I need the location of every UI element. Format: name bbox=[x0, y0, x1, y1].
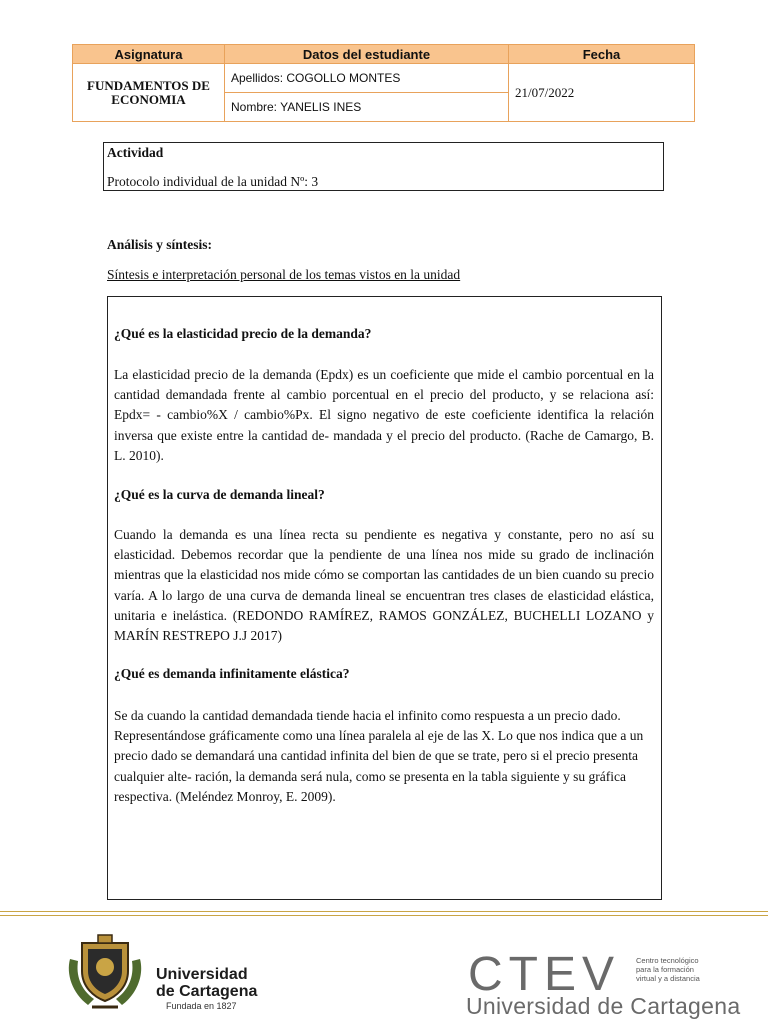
student-surnames: Apellidos: COGOLLO MONTES bbox=[225, 64, 509, 93]
university-founded: Fundada en 1827 bbox=[166, 1001, 237, 1011]
footer-divider bbox=[0, 911, 768, 912]
section-title: Análisis y síntesis: bbox=[107, 237, 213, 252]
header-table bbox=[72, 44, 695, 122]
activity-title: Actividad bbox=[107, 145, 164, 160]
header-date-label: Fecha bbox=[509, 45, 695, 64]
ctev-tagline: Centro tecnológico para la formación virtual y a distancia bbox=[636, 956, 700, 983]
section-subtitle: Síntesis e interpretación personal de los temas vistos en la unidad bbox=[107, 267, 461, 282]
paragraph-linear-demand: Cuando la demanda es una línea recta su pendiente es negativa y constante, pero no así su elasticidad. Debemos recordar que la pendiente de una línea nos mide su grado de inclinación mientras que la elasticidad nos mide cómo se comportan las cantidades de un bien cuando su precio varía. A lo largo de una curva de demanda lineal se encuentran tres clases de elasticidad elástica, unitaria e inelástica. (REDONDO RAMÍREZ, RAMOS GONZÁLEZ, BUCHELLI LOZANO y MARÍN RESTREPO J.J 2017) bbox=[114, 527, 654, 644]
activity-description: Protocolo individual de la unidad Nº: 3 bbox=[107, 174, 319, 189]
question-elasticity: ¿Qué es la elasticidad precio de la demanda? bbox=[114, 326, 372, 341]
ctev-logo bbox=[468, 952, 628, 994]
student-name: Nombre: YANELIS INES bbox=[225, 93, 509, 122]
university-crest-icon bbox=[62, 929, 148, 1013]
header-subject-label: Asignatura bbox=[73, 45, 225, 64]
submission-date: 21/07/2022 bbox=[509, 64, 695, 122]
ctev-logo-text: CTEV bbox=[468, 952, 621, 994]
question-infinite-elastic: ¿Qué es demanda infinitamente elástica? bbox=[114, 666, 350, 681]
header-student-label: Datos del estudiante bbox=[225, 45, 509, 64]
university-name-line2: de Cartagena bbox=[156, 983, 258, 1000]
paragraph-elasticity: La elasticidad precio de la demanda (Epdx) es un coeficiente que mide el cambio porcentual en la cantidad demandada frente al cambio porcentual en el precio del producto, y se relaciona así: Epdx= - cambio%X / cambio%Px. El signo negativo de este coeficiente identifica la relación inversa que existe entre la cantidad de- mandada y el precio del producto. (Rache de Camargo, B. L. 2010). bbox=[114, 367, 654, 463]
footer-divider-thin bbox=[0, 915, 768, 916]
subject-name: FUNDAMENTOS DE ECONOMIA bbox=[73, 64, 225, 122]
activity-box bbox=[103, 142, 664, 191]
paragraph-infinite-elastic: Se da cuando la cantidad demandada tiende hacia el infinito como respuesta a un precio dado. Representándose gráficamente como una línea paralela al eje de las X. Lo que nos indica que a un precio dado se demandará una cantidad infinita del bien de que se trate, pero si el precio presenta cualquier alte- ración, la demanda será nula, como se presenta en la tabla siguiente y su gráfica respectiva. (Meléndez Monroy, E. 2009). bbox=[114, 708, 644, 804]
ctev-university: Universidad de Cartagena bbox=[466, 993, 741, 1019]
question-linear-demand: ¿Qué es la curva de demanda lineal? bbox=[114, 487, 325, 502]
university-name-line1: Universidad bbox=[156, 966, 248, 983]
